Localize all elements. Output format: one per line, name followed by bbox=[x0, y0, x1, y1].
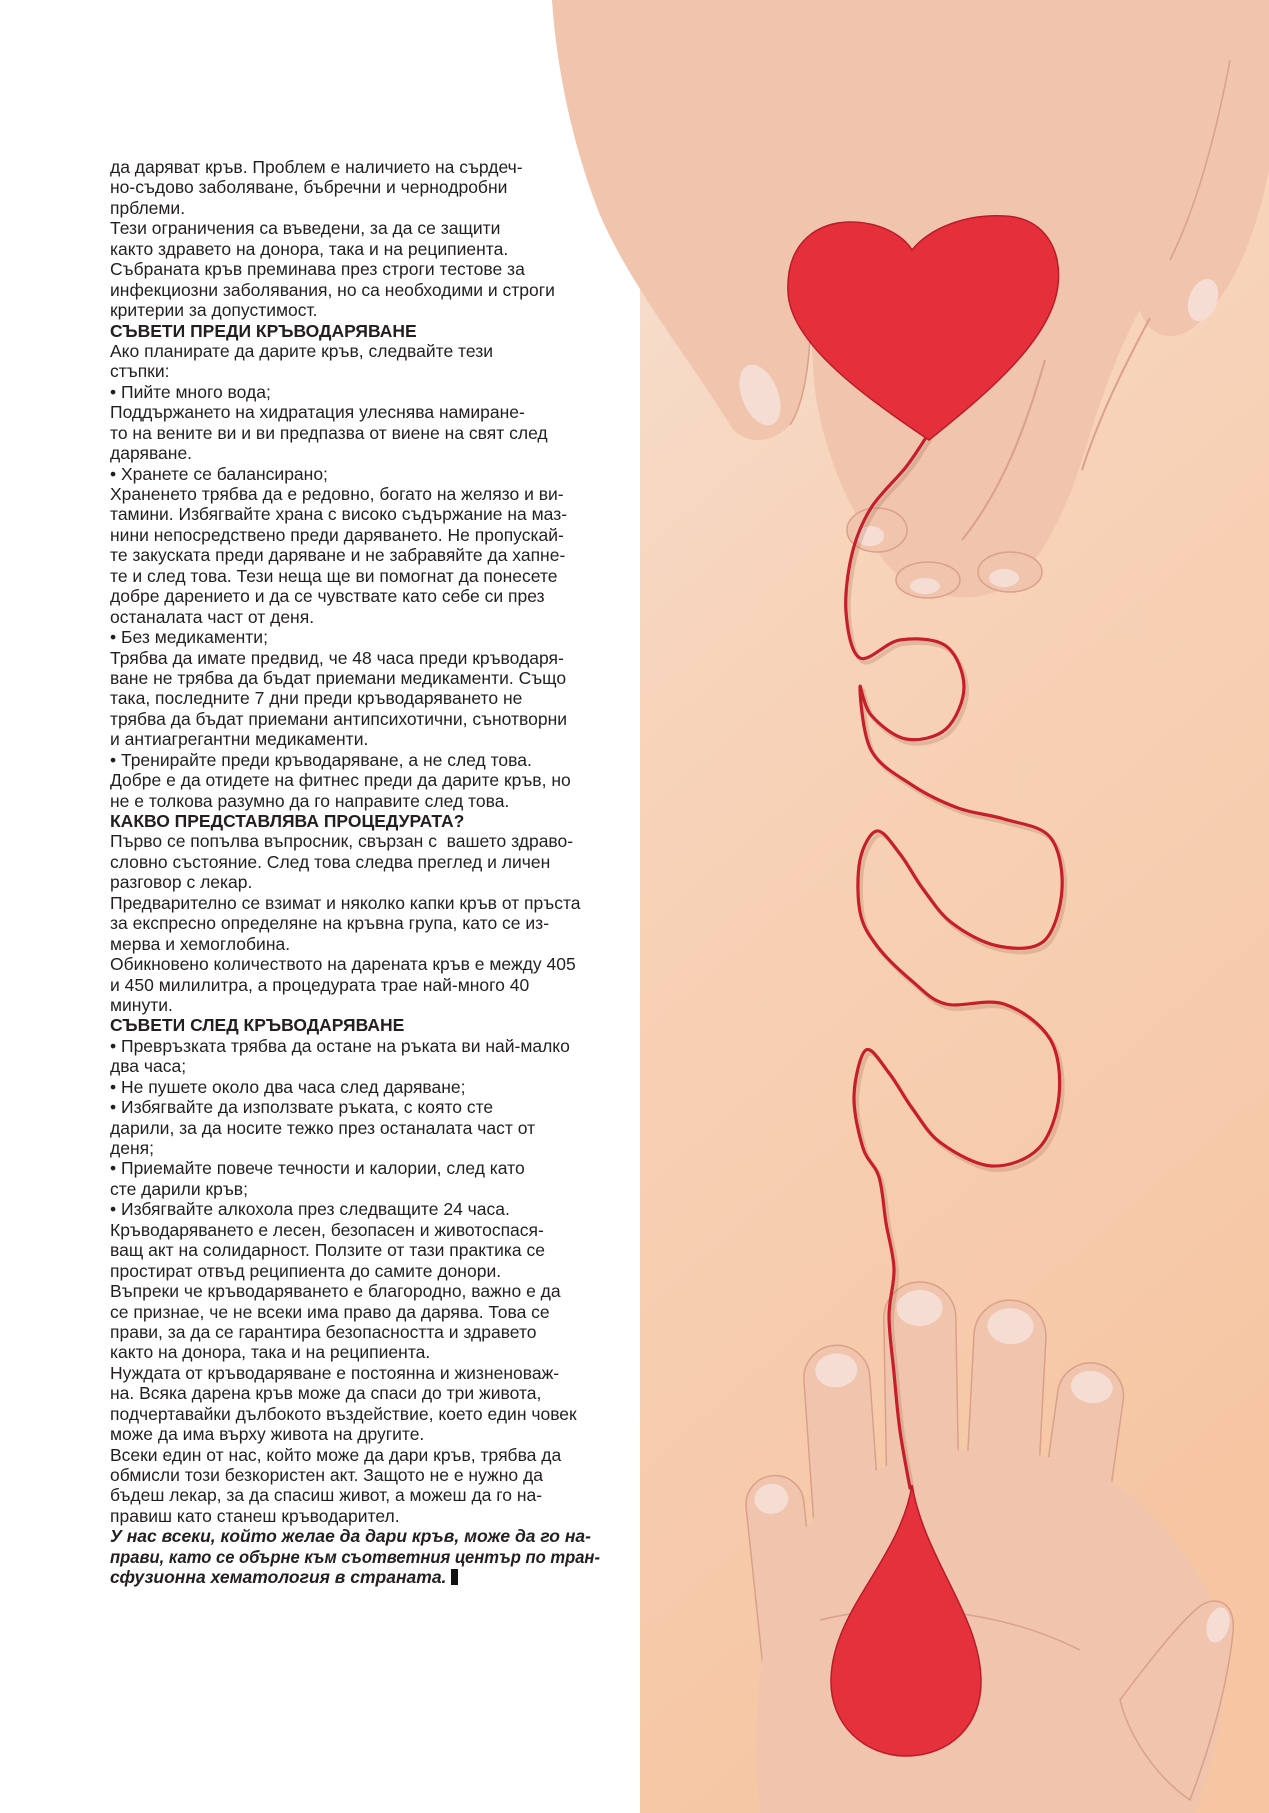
text-line: те и след това. Тези неща ще ви помогнат да понесете bbox=[110, 565, 558, 586]
text-line: то на вените ви и ви предпазва от виене на свят след bbox=[110, 422, 548, 443]
text-line: • Пийте много вода; bbox=[110, 381, 271, 402]
fingernail bbox=[910, 578, 940, 594]
text-line: може да има върху живота на другите. bbox=[110, 1424, 425, 1445]
text-line: подчертавайки дълбокото въздействие, което един човек bbox=[110, 1403, 577, 1424]
text-line: • Без медикаменти; bbox=[110, 627, 268, 648]
text-line: прави, за да се гарантира безопасността и здравето bbox=[110, 1321, 537, 1342]
text-line: нини непосредствено преди даряването. Не пропускай- bbox=[110, 524, 564, 545]
text-line: Нуждата от кръводаряване е постоянна и жизненоваж- bbox=[110, 1362, 560, 1383]
text-line: словно състояние. След това следва преглед и личен bbox=[110, 851, 551, 872]
text-line: правиш като станеш кръводарител. bbox=[110, 1505, 400, 1526]
text-line: и 450 милилитра, а процедурата трае най-много 40 bbox=[110, 974, 530, 995]
text-line: бъдеш лекар, за да спасиш живот, а можеш да го на- bbox=[110, 1485, 543, 1506]
section-heading: СЪВЕТИ ПРЕДИ КРЪВОДАРЯВАНЕ bbox=[110, 320, 417, 341]
text-line: • Тренирайте преди кръводаряване, а не след това. bbox=[110, 749, 532, 770]
text-line: на. Всяка дарена кръв може да спаси до три живота, bbox=[110, 1383, 542, 1404]
text-line: Тези ограничения са въведени, за да се защити bbox=[110, 218, 501, 239]
text-line: Събраната кръв преминава през строги тестове за bbox=[110, 259, 525, 280]
text-line: прблеми. bbox=[110, 197, 186, 218]
text-line: както на донора, така и на реципиента. bbox=[110, 1342, 431, 1363]
text-line: трябва да бъдат приемани антипсихотични, сънотворни bbox=[110, 708, 568, 729]
text-line: Предварително се взимат и няколко капки кръв от пръста bbox=[110, 892, 581, 913]
text-line: ване не трябва да бъдат приемани медикаменти. Също bbox=[110, 667, 567, 688]
text-line: Поддържането на хидратация улеснява намиране- bbox=[110, 402, 525, 423]
text-line: Обикновено количеството на дарената кръв е между 405 bbox=[110, 954, 576, 975]
article-text bbox=[110, 157, 627, 1588]
text-line: • Избягвайте да използвате ръката, с която сте bbox=[110, 1097, 494, 1118]
closing-line: сфузионна хематология в страната. bbox=[110, 1567, 458, 1587]
text-line: разговор с лекар. bbox=[110, 872, 253, 893]
section-heading: СЪВЕТИ СЛЕД КРЪВОДАРЯВАНЕ bbox=[110, 1015, 405, 1036]
text-line: тамини. Избягвайте храна с високо съдържание на маз- bbox=[110, 504, 568, 525]
text-line: останалата част от деня. bbox=[110, 606, 315, 627]
text-line: инфекциозни заболявания, но са необходими и строги bbox=[110, 279, 555, 300]
text-line: критерии за допустимост. bbox=[110, 300, 318, 321]
text-line: както здравето на донора, така и на реципиента. bbox=[110, 238, 509, 259]
text-line: два часа; bbox=[110, 1056, 187, 1077]
fingernail bbox=[989, 569, 1019, 587]
text-line: мерва и хемоглобина. bbox=[110, 933, 291, 954]
text-line: • Избягвайте алкохола през следващите 24 часа. bbox=[110, 1199, 510, 1220]
text-line: • Приемайте повече течности и калории, след като bbox=[110, 1158, 525, 1179]
closing-line: прави, като се обърне към съответния център по тран- bbox=[110, 1546, 600, 1567]
text-line: • Превръзката трябва да остане на ръката ви най-малко bbox=[110, 1035, 570, 1056]
text-line: Трябва да имате предвид, че 48 часа преди кръводаря- bbox=[110, 647, 564, 668]
text-line: минути. bbox=[110, 994, 173, 1015]
text-line: • Не пушете около два часа след даряване; bbox=[110, 1076, 466, 1097]
text-line: дарили, за да носите тежко през останалата част от bbox=[110, 1117, 536, 1138]
text-line: деня; bbox=[110, 1138, 154, 1158]
text-line: за експресно определяне на кръвна група, като се из- bbox=[110, 913, 550, 934]
text-line: така, последните 7 дни преди кръводаряването не bbox=[110, 688, 523, 709]
text-line: Всеки един от нас, който може да дари кръв, трябва да bbox=[110, 1444, 562, 1465]
text-line: Въпреки че кръводаряването е благородно, важно е да bbox=[110, 1281, 561, 1302]
end-mark bbox=[451, 1569, 458, 1585]
text-line: Ако планирате да дарите кръв, следвайте тези bbox=[110, 340, 494, 361]
text-line: се признае, че не всеки има право да дарява. Това се bbox=[110, 1301, 550, 1322]
section-heading: КАКВО ПРЕДСТАВЛЯВА ПРОЦЕДУРАТА? bbox=[110, 811, 465, 831]
text-line: но-съдово заболяване, бъбречни и чернодробни bbox=[110, 177, 508, 198]
text-line: сте дарили кръв; bbox=[110, 1178, 248, 1199]
text-line: и антиагрегантни медикаменти. bbox=[110, 729, 369, 750]
text-line: добре дарението и да се чувствате като себе си през bbox=[110, 586, 545, 607]
text-line: Първо се попълва въпросник, свързан с вашето здраво- bbox=[110, 831, 574, 852]
text-line: не е толкова разумно да го направите след това. bbox=[110, 790, 510, 811]
closing-line: У нас всеки, който желае да дари кръв, може да го на- bbox=[110, 1526, 591, 1547]
text-line: ващ акт на солидарност. Ползите от тази практика се bbox=[110, 1240, 546, 1261]
text-line: даряване. bbox=[110, 443, 193, 464]
text-line: простират отвъд реципиента до самите донори. bbox=[110, 1260, 502, 1281]
text-line: • Хранете се балансирано; bbox=[110, 463, 328, 484]
text-line: стъпки: bbox=[110, 361, 170, 382]
text-line: те закуската преди даряване и не забравяйте да хапне- bbox=[110, 545, 566, 566]
text-line: Храненето трябва да е редовно, богато на желязо и ви- bbox=[110, 484, 564, 504]
text-line: да даряват кръв. Проблем е наличието на сърдеч- bbox=[110, 157, 523, 177]
text-line: Добре е да отидете на фитнес преди да дарите кръв, но bbox=[110, 770, 571, 791]
text-line: обмисли този безкористен акт. Защото не е нужно да bbox=[110, 1465, 543, 1485]
text-line: Кръводаряването е лесен, безопасен и животоспася- bbox=[110, 1219, 544, 1240]
